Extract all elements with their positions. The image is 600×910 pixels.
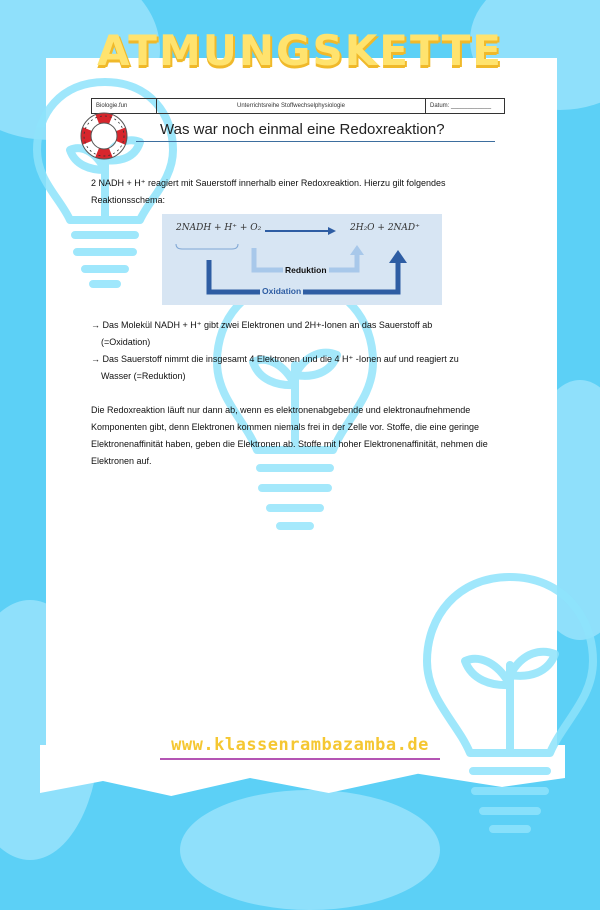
heading-underline	[136, 141, 495, 142]
header-date: Datum: ____________	[430, 103, 492, 109]
header-series: Unterrichtsreihe Stoffwechselphysiologie	[157, 99, 426, 113]
reduction-label: Reduktion	[285, 265, 327, 275]
scheme-right-side: 2H₂O + 2NAD⁺	[350, 223, 420, 233]
bullet-line: Wasser (=Reduktion)	[101, 371, 186, 381]
page-title: ATMUNGSKETTE	[97, 26, 503, 75]
worksheet-header-table	[91, 98, 505, 114]
scheme-left-side: 2NADH + H⁺ + O₂	[176, 223, 262, 233]
header-subject: Biologie.fun	[92, 99, 157, 113]
lifebuoy-icon	[80, 112, 128, 160]
bullet-line: → Das Molekül NADH + H⁺ gibt zwei Elektronen und 2H+-Ionen an das Sauerstoff ab	[91, 320, 433, 330]
website-url[interactable]: www.klassenrambazamba.de	[171, 735, 429, 755]
section-heading: Was war noch einmal eine Redoxreaktion?	[160, 121, 445, 138]
bullet-line: → Das Sauerstoff nimmt die insgesamt 4 Elektronen und die 4 H⁺ -Ionen auf und reagiert zu	[91, 354, 459, 364]
oxidation-label: Oxidation	[262, 286, 302, 296]
reaction-scheme	[162, 214, 442, 305]
lightbulb-plant-icon	[415, 565, 600, 845]
bullet-line: (=Oxidation)	[101, 337, 151, 347]
bullet-oxidation	[91, 317, 511, 351]
intro-text: 2 NADH + H⁺ reagiert mit Sauerstoff innerhalb einer Redoxreaktion. Hierzu gilt folgendes Reaktionsschema:	[91, 178, 446, 205]
bullet-reduction	[91, 351, 511, 385]
background-blob	[180, 790, 440, 910]
explanation-paragraph: Die Redoxreaktion läuft nur dann ab, wenn es elektronenabgebende und elektronaufnehmende Komponenten gibt, denn Elektronen kommen niemals frei in der Zelle vor. Stoffe, die eine geringe Elektronenaffinität haben, geben die Elektronen ab. Stoffe mit hoher Elektronenaffinität, nehmen die Elektronen auf.	[91, 405, 488, 466]
website-underline	[160, 758, 440, 760]
